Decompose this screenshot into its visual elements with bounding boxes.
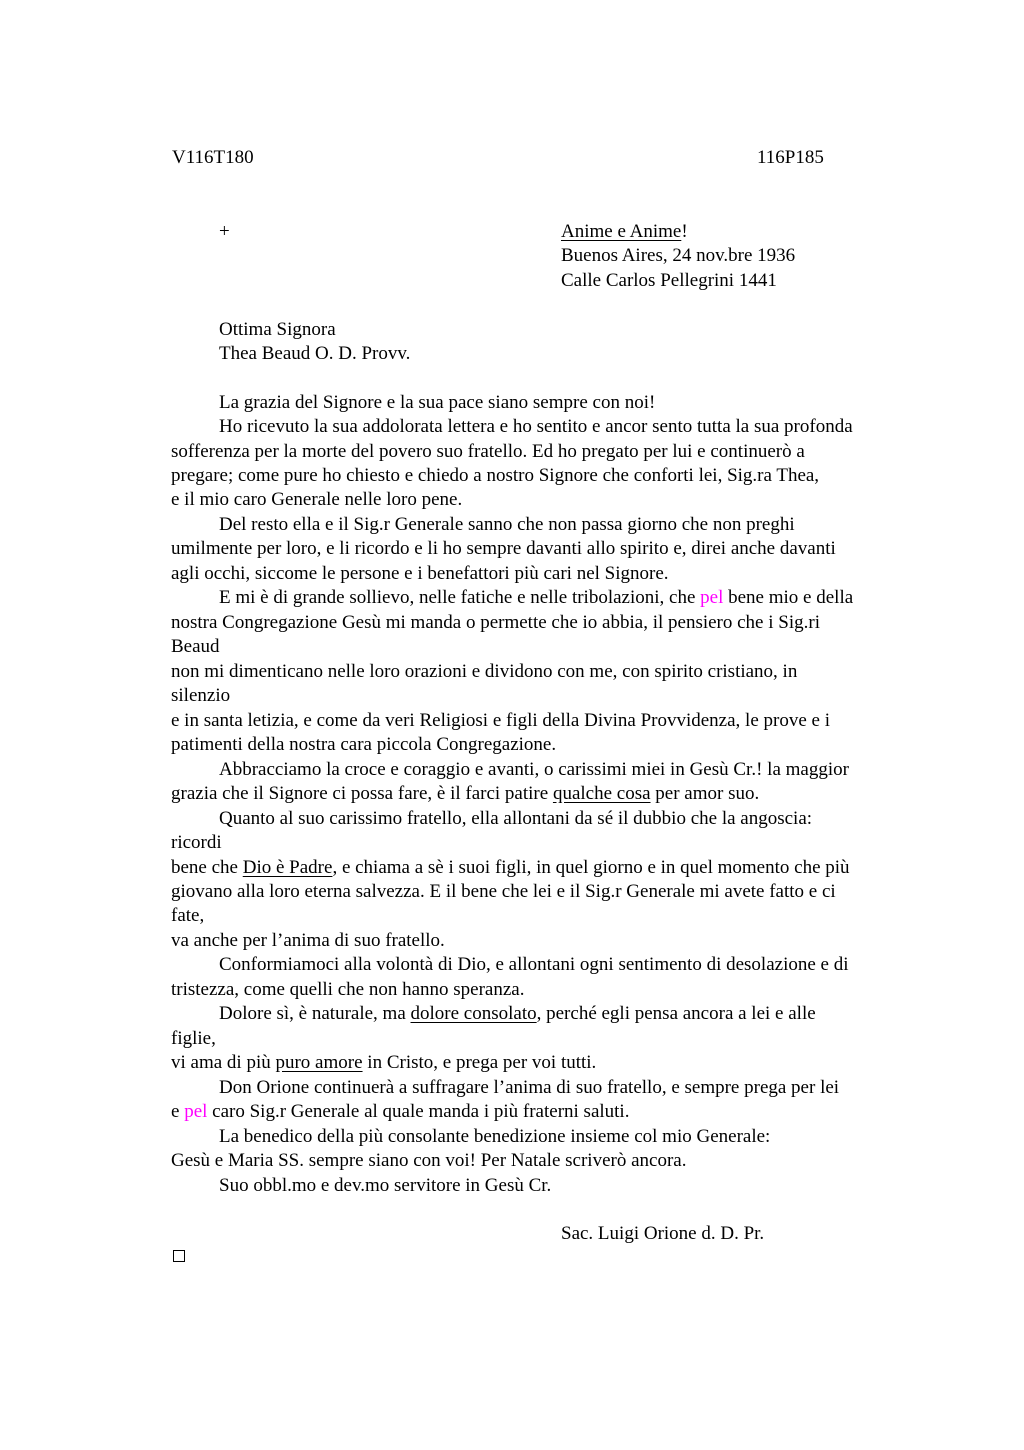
- text-run: grazia che il Signore ci possa fare, è il farci patire: [171, 783, 553, 804]
- body-line: e il mio caro Generale nelle loro pene.: [171, 489, 463, 510]
- document-code-right: 116P185: [757, 147, 824, 168]
- body-line: figlie,: [171, 1028, 216, 1049]
- body-line: fate,: [171, 905, 205, 926]
- body-line: Abbracciamo la croce e coraggio e avanti, o carissimi miei in Gesù Cr.! la maggior: [219, 759, 849, 780]
- text-run: per amor suo.: [650, 783, 760, 804]
- text-run: vi ama di più: [171, 1052, 276, 1073]
- cross-symbol: +: [219, 221, 230, 242]
- underlined-phrase: qualche cosa: [552, 783, 651, 804]
- body-line: [171, 1051, 596, 1075]
- text-run: Dolore sì, è naturale, ma: [219, 1003, 411, 1024]
- text-run: , e chiama a sè i suoi figli, in quel giorno e in quel momento che più: [332, 857, 850, 878]
- body-line: ricordi: [171, 832, 222, 853]
- body-line: nostra Congregazione Gesù mi manda o permette che io abbia, il pensiero che i Sig.ri: [171, 612, 820, 633]
- body-line: Ho ricevuto la sua addolorata lettera e ho sentito e ancor sento tutta la sua profonda: [219, 416, 853, 437]
- text-run: in Cristo, e prega per voi tutti.: [362, 1052, 597, 1073]
- motto-text: Anime e Anime: [561, 221, 682, 242]
- body-line: pregare; come pure ho chiesto e chiedo a nostro Signore che conforti lei, Sig.ra Thea,: [171, 465, 820, 486]
- body-line: La benedico della più consolante benedizione insieme col mio Generale:: [219, 1126, 771, 1147]
- text-run: bene che: [171, 857, 243, 878]
- body-line: [171, 856, 850, 880]
- letterhead-address: Calle Carlos Pellegrini 1441: [561, 270, 777, 291]
- text-run: e: [171, 1101, 185, 1122]
- body-line: patimenti della nostra cara piccola Congregazione.: [171, 734, 557, 755]
- body-line: Gesù e Maria SS. sempre siano con voi! Per Natale scriverò ancora.: [171, 1150, 687, 1171]
- body-line: Beaud: [171, 636, 220, 657]
- body-line: tristezza, come quelli che non hanno speranza.: [171, 979, 525, 1000]
- underlined-phrase: Dio è Padre: [242, 857, 333, 878]
- body-line: Quanto al suo carissimo fratello, ella allontani da sé il dubbio che la angoscia:: [219, 808, 813, 829]
- body-line: giovano alla loro eterna salvezza. E il bene che lei e il Sig.r Generale mi avete fatto e ci: [171, 881, 836, 902]
- signature: Sac. Luigi Orione d. D. Pr.: [561, 1223, 765, 1244]
- body-line: agli occhi, siccome le persone e i benefattori più cari nel Signore.: [171, 563, 669, 584]
- underlined-phrase: puro amore: [275, 1052, 363, 1073]
- text-run: caro Sig.r Generale al quale manda i più fraterni saluti.: [207, 1101, 630, 1122]
- body-line: [219, 1002, 816, 1026]
- document-code-left: V116T180: [172, 147, 254, 168]
- body-line: va anche per l’anima di suo fratello.: [171, 930, 445, 951]
- body-line: sofferenza per la morte del povero suo fratello. Ed ho pregato per lui e continuerò a: [171, 441, 805, 462]
- underlined-phrase: dolore consolato: [410, 1003, 537, 1024]
- square-icon: [173, 1250, 185, 1262]
- letterhead-place-date: Buenos Aires, 24 nov.bre 1936: [561, 245, 796, 266]
- recipient-line-1: Ottima Signora: [219, 319, 336, 340]
- highlighted-word: pel: [700, 587, 724, 608]
- body-line: Conformiamoci alla volontà di Dio, e allontani ogni sentimento di desolazione e di: [219, 954, 849, 975]
- motto-punct: !: [681, 221, 688, 242]
- body-line: [219, 586, 853, 610]
- text-run: E mi è di grande sollievo, nelle fatiche e nelle tribolazioni, che: [219, 587, 701, 608]
- body-line: Suo obbl.mo e dev.mo servitore in Gesù Cr.: [219, 1175, 552, 1196]
- letterhead-motto: [561, 220, 688, 244]
- body-line: La grazia del Signore e la sua pace siano sempre con noi!: [219, 392, 656, 413]
- body-line: Don Orione continuerà a suffragare l’anima di suo fratello, e sempre prega per lei: [219, 1077, 840, 1098]
- body-line: [171, 1100, 629, 1124]
- text-run: , perché egli pensa ancora a lei e alle: [536, 1003, 816, 1024]
- recipient-line-2: Thea Beaud O. D. Provv.: [219, 343, 411, 364]
- highlighted-word: pel: [184, 1101, 208, 1122]
- body-line: silenzio: [171, 685, 231, 706]
- body-line: Del resto ella e il Sig.r Generale sanno che non passa giorno che non preghi: [219, 514, 795, 535]
- body-line: non mi dimenticano nelle loro orazioni e dividono con me, con spirito cristiano, in: [171, 661, 798, 682]
- body-line: [171, 782, 759, 806]
- body-line: e in santa letizia, e come da veri Religiosi e figli della Divina Provvidenza, le prove e i: [171, 710, 830, 731]
- body-line: umilmente per loro, e li ricordo e li ho sempre davanti allo spirito e, direi anche davanti: [171, 538, 836, 559]
- text-run: bene mio e della: [723, 587, 854, 608]
